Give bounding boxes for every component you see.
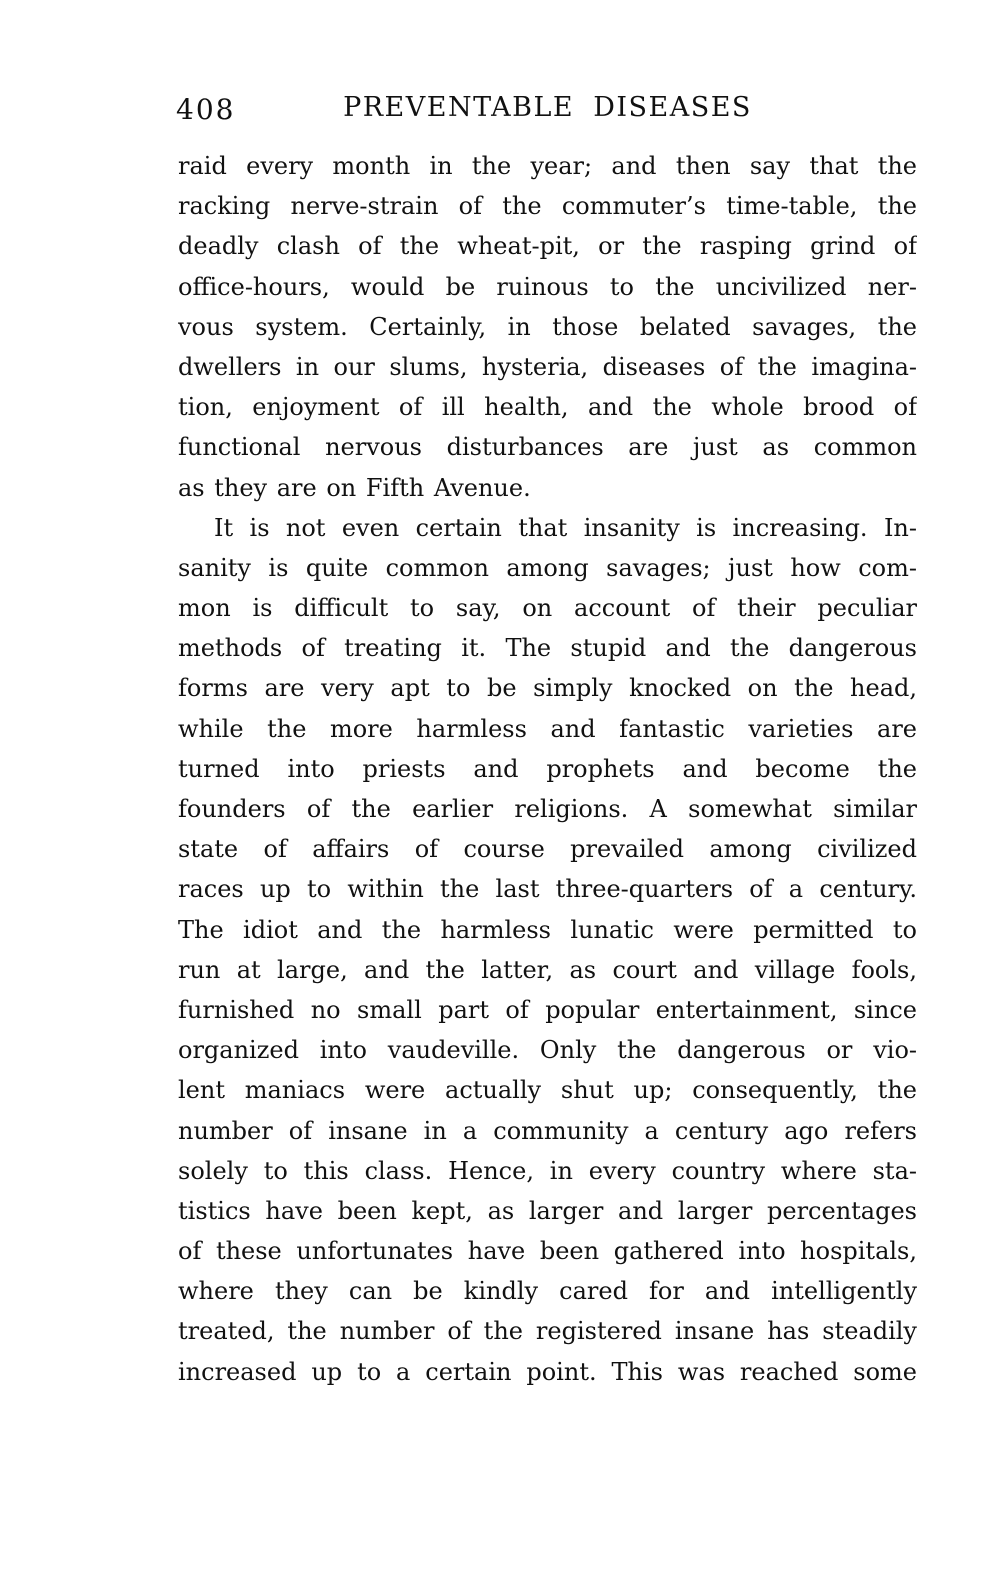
text-line: run at large, and the latter, as court and village fools, <box>178 955 917 984</box>
text-line: tion, enjoyment of ill health, and the whole brood of <box>178 393 917 422</box>
text-line: as they are on Fifth Avenue. <box>178 473 531 502</box>
text-line: founders of the earlier religions. A somewhat similar <box>178 795 917 823</box>
text-line: number of insane in a community a century ago refers <box>178 1116 917 1145</box>
text-line: The idiot and the harmless lunatic were permitted to <box>178 915 917 944</box>
text-line: turned into priests and prophets and become the <box>178 754 917 783</box>
text-line: of these unfortunates have been gathered into hospitals, <box>178 1237 917 1266</box>
text-line: lent maniacs were actually shut up; consequently, the <box>178 1076 917 1105</box>
text-line: organized into vaudeville. Only the dangerous or vio- <box>178 1036 917 1065</box>
text-line: office-hours, would be ruinous to the uncivilized ner- <box>178 272 917 301</box>
running-title: PREVENTABLE DISEASES <box>343 92 752 123</box>
text-line: vous system. Certainly, in those belated savages, the <box>178 312 917 341</box>
text-line: tistics have been kept, as larger and larger percentages <box>178 1196 917 1225</box>
text-line: state of affairs of course prevailed among civilized <box>178 835 917 864</box>
text-line: functional nervous disturbances are just as common <box>178 433 917 462</box>
page-number: 408 <box>176 93 236 126</box>
text-line: sanity is quite common among savages; just how com- <box>178 553 917 582</box>
text-line: treated, the number of the registered insane has steadily <box>178 1317 917 1346</box>
text-line: solely to this class. Hence, in every country where sta- <box>178 1156 917 1185</box>
text-line: racking nerve-strain of the commuter’s time-table, the <box>178 192 917 221</box>
text-line: races up to within the last three-quarters of a century. <box>178 875 917 904</box>
body-text <box>178 146 917 1392</box>
text-line: forms are very apt to be simply knocked on the head, <box>178 674 917 703</box>
text-line: mon is difficult to say, on account of their peculiar <box>178 594 917 623</box>
text-line: while the more harmless and fantastic varieties are <box>178 714 917 743</box>
text-line: increased up to a certain point. This was reached some <box>178 1357 917 1386</box>
text-line: It is not even certain that insanity is increasing. In- <box>214 513 917 542</box>
page-header <box>178 92 917 126</box>
text-line: dwellers in our slums, hysteria, diseases of the imagina- <box>178 352 917 381</box>
text-line: deadly clash of the wheat-pit, or the rasping grind of <box>178 232 917 261</box>
text-line: where they can be kindly cared for and intelligently <box>178 1277 917 1306</box>
text-line: methods of treating it. The stupid and the dangerous <box>178 634 917 663</box>
text-line: furnished no small part of popular entertainment, since <box>178 995 917 1024</box>
text-line: raid every month in the year; and then say that the <box>178 152 917 180</box>
